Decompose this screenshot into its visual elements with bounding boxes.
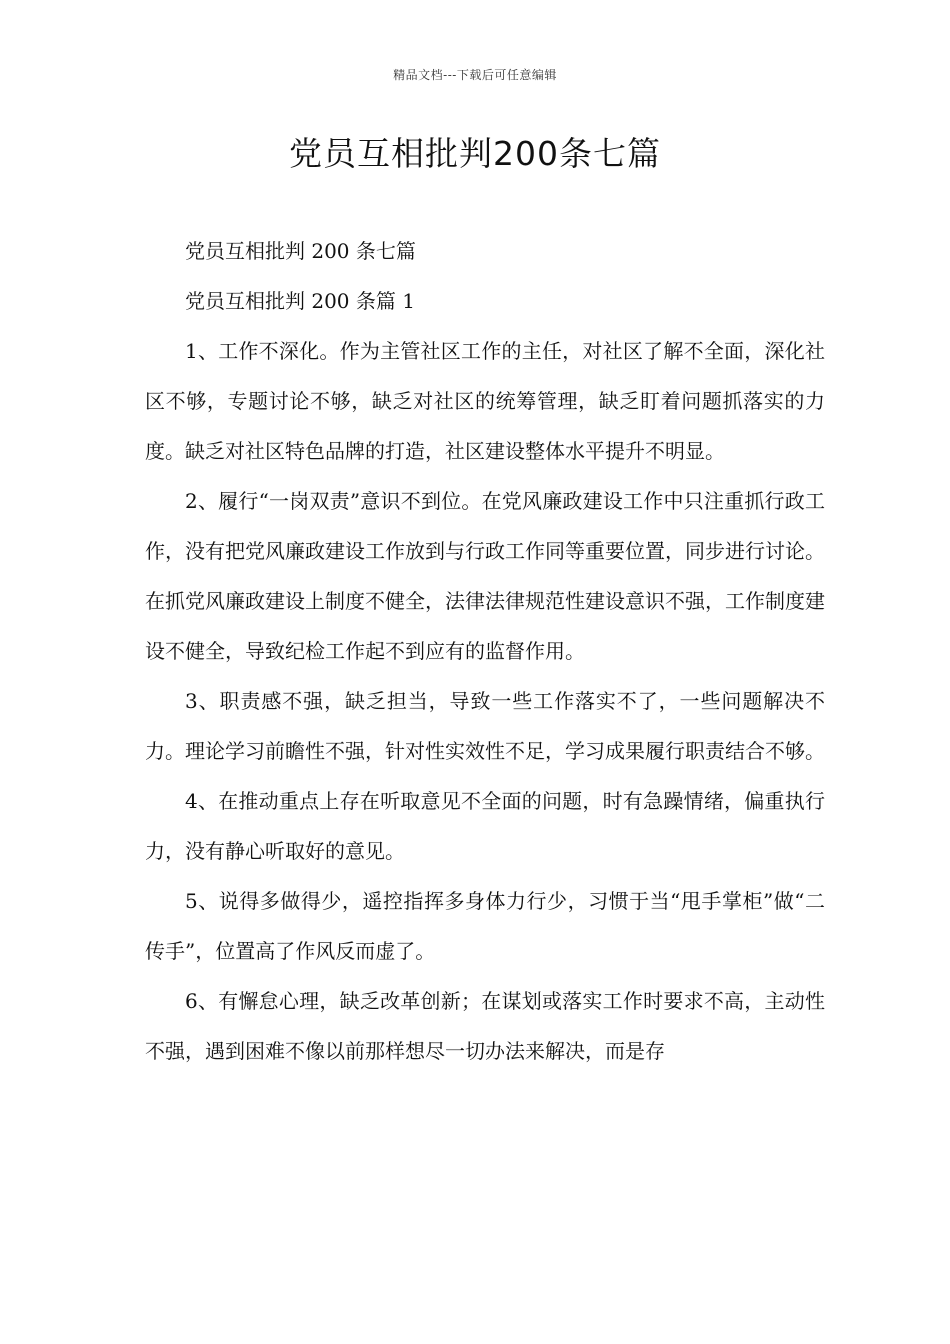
body-paragraph-5: 5、说得多做得少，遥控指挥多身体力行少，习惯于当“甩手掌柜”做“二传手”，位置高了作风反而虚了。	[145, 889, 825, 963]
body-paragraph-3: 3、职责感不强，缺乏担当，导致一些工作落实不了，一些问题解决不力。理论学习前瞻性不强，针对性实效性不足，学习成果履行职责结合不够。	[145, 689, 825, 763]
body-paragraph-2: 2、履行“一岗双责”意识不到位。在党风廉政建设工作中只注重抓行政工作，没有把党风廉政建设工作放到与行政工作同等重要位置，同步进行讨论。在抓党风廉政建设上制度不健全，法律法律规范性建设意识不强，工作制度建设不健全，导致纪检工作起不到应有的监督作用。	[145, 489, 825, 663]
body-paragraph-6: 6、有懈怠心理，缺乏改革创新；在谋划或落实工作时要求不高，主动性不强，遇到困难不像以前那样想尽一切办法来解决，而是存	[145, 989, 825, 1063]
body-paragraph-4: 4、在推动重点上存在听取意见不全面的问题，时有急躁情绪，偏重执行力，没有静心听取好的意见。	[145, 789, 825, 863]
section-heading-paragraph: 党员互相批判 200 条篇 1	[185, 289, 415, 313]
document-body	[145, 226, 825, 1076]
header-note: 精品文档---下载后可任意编辑	[393, 68, 557, 82]
document-title: 党员互相批判200条七篇	[289, 134, 661, 173]
body-paragraph-1: 1、工作不深化。作为主管社区工作的主任，对社区了解不全面，深化社区不够，专题讨论不够，缺乏对社区的统筹管理，缺乏盯着问题抓落实的力度。缺乏对社区特色品牌的打造，社区建设整体水平提升不明显。	[145, 339, 825, 463]
subtitle-paragraph: 党员互相批判 200 条七篇	[185, 239, 416, 263]
